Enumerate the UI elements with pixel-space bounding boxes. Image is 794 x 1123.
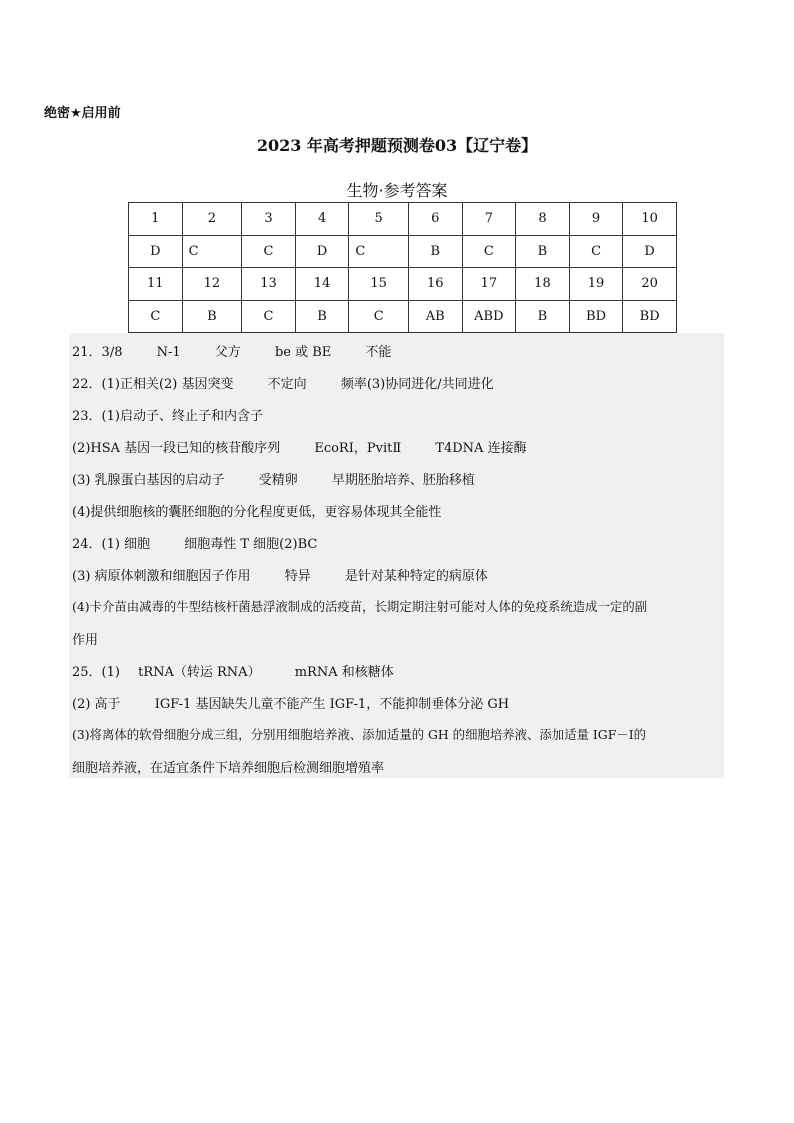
answer-text: (3) 乳腺蛋白基因的启动子 (72, 473, 225, 488)
answer-text: 21．3/8 (72, 345, 123, 360)
table-cell: 20 (623, 268, 677, 301)
table-cell: C (462, 235, 516, 268)
table-cell: C (182, 235, 242, 268)
answer-25-1 (72, 661, 394, 680)
table-cell: C (349, 300, 409, 333)
table-cell: 16 (408, 268, 462, 301)
answer-24-4-cont: 作用 (72, 633, 99, 648)
answer-25-3-cont: 细胞培养液，在适宜条件下培养细胞后检测细胞增殖率 (72, 761, 385, 776)
answer-text: 不定向 (267, 377, 307, 392)
table-cell: 1 (129, 203, 183, 236)
table-cell: D (129, 235, 183, 268)
table-cell: D (623, 235, 677, 268)
answer-table (128, 202, 677, 333)
table-cell: B (182, 300, 242, 333)
table-cell: BD (569, 300, 623, 333)
answer-text: 特异 (284, 569, 311, 584)
table-cell: AB (408, 300, 462, 333)
table-cell: C (242, 235, 296, 268)
paper-title: 2023 年高考押题预测卷03【辽宁卷】 (256, 136, 538, 155)
answer-25-3: (3)将离体的软骨细胞分成三组，分别用细胞培养液、添加适量的 GH 的细胞培养液、添加适量 IGF－Ⅰ的 (72, 727, 646, 742)
table-row (129, 235, 677, 268)
table-cell: 19 (569, 268, 623, 301)
answer-text: mRNA 和核糖体 (294, 665, 394, 680)
table-cell: C (569, 235, 623, 268)
answer-text: 不能 (365, 345, 392, 360)
answer-text: 频率(3)协同进化/共同进化 (340, 377, 494, 392)
confidential-label: 绝密★启用前 (44, 106, 121, 121)
table-cell: 12 (182, 268, 242, 301)
table-cell: 5 (349, 203, 409, 236)
table-row (129, 203, 677, 236)
table-cell: 9 (569, 203, 623, 236)
answer-21 (72, 341, 391, 360)
table-cell: 11 (129, 268, 183, 301)
answer-text: 是针对某种特定的病原体 (344, 569, 488, 584)
answer-text: (2) 高于 (72, 697, 121, 712)
table-cell: 10 (623, 203, 677, 236)
answer-24-4: (4)卡介苗由减毒的牛型结核杆菌悬浮液制成的活疫苗，长期定期注射可能对人体的免疫系统造成一定的副 (72, 599, 648, 614)
answer-text: 父方 (214, 345, 241, 360)
table-cell: BD (623, 300, 677, 333)
table-row (129, 300, 677, 333)
answer-text: be 或 BE (274, 345, 332, 360)
table-cell: 15 (349, 268, 409, 301)
table-cell: B (295, 300, 349, 333)
table-cell: C (242, 300, 296, 333)
answer-text: N-1 (156, 345, 181, 360)
answer-23-4: (4)提供细胞核的囊胚细胞的分化程度更低，更容易体现其全能性 (72, 505, 442, 520)
answer-text: tRNA（转运 RNA） (138, 665, 261, 680)
answer-23-3 (72, 469, 475, 488)
answer-text: EcoRI，PvitⅡ (314, 441, 402, 456)
answer-text: (2)HSA 基因一段已知的核苷酸序列 (72, 441, 281, 456)
answer-text: 细胞毒性 T 细胞(2)BC (184, 537, 318, 552)
table-cell: D (295, 235, 349, 268)
answer-24-3 (72, 565, 488, 584)
table-cell: 14 (295, 268, 349, 301)
table-cell: 8 (516, 203, 570, 236)
answer-23-2 (72, 437, 527, 456)
answer-text: 25．(1) (72, 665, 120, 680)
table-cell: 13 (242, 268, 296, 301)
table-cell: C (129, 300, 183, 333)
answer-22 (72, 373, 494, 392)
answer-text: T4DNA 连接酶 (435, 441, 527, 456)
table-cell: 17 (462, 268, 516, 301)
answer-text: 受精卵 (258, 473, 298, 488)
table-cell: 18 (516, 268, 570, 301)
table-cell: C (349, 235, 409, 268)
table-cell: ABD (462, 300, 516, 333)
answer-text: IGF-1 基因缺失儿童不能产生 IGF-1，不能抑制垂体分泌 GH (154, 697, 510, 712)
paper-subtitle: 生物·参考答案 (346, 181, 448, 200)
answer-text: 早期胚胎培养、胚胎移植 (331, 473, 475, 488)
answer-23-1: 23．(1)启动子、终止子和内含子 (72, 409, 263, 424)
table-cell: 6 (408, 203, 462, 236)
answer-text: (3) 病原体刺激和细胞因子作用 (72, 569, 251, 584)
table-cell: B (516, 235, 570, 268)
table-cell: B (516, 300, 570, 333)
table-cell: 2 (182, 203, 242, 236)
table-row (129, 268, 677, 301)
table-cell: 4 (295, 203, 349, 236)
answer-text: 22．(1)正相关(2) 基因突变 (72, 377, 234, 392)
table-cell: 7 (462, 203, 516, 236)
answer-25-2 (72, 693, 509, 712)
answer-24-1 (72, 533, 317, 552)
table-cell: 3 (242, 203, 296, 236)
answer-text: 24．(1) 细胞 (72, 537, 151, 552)
table-cell: B (408, 235, 462, 268)
